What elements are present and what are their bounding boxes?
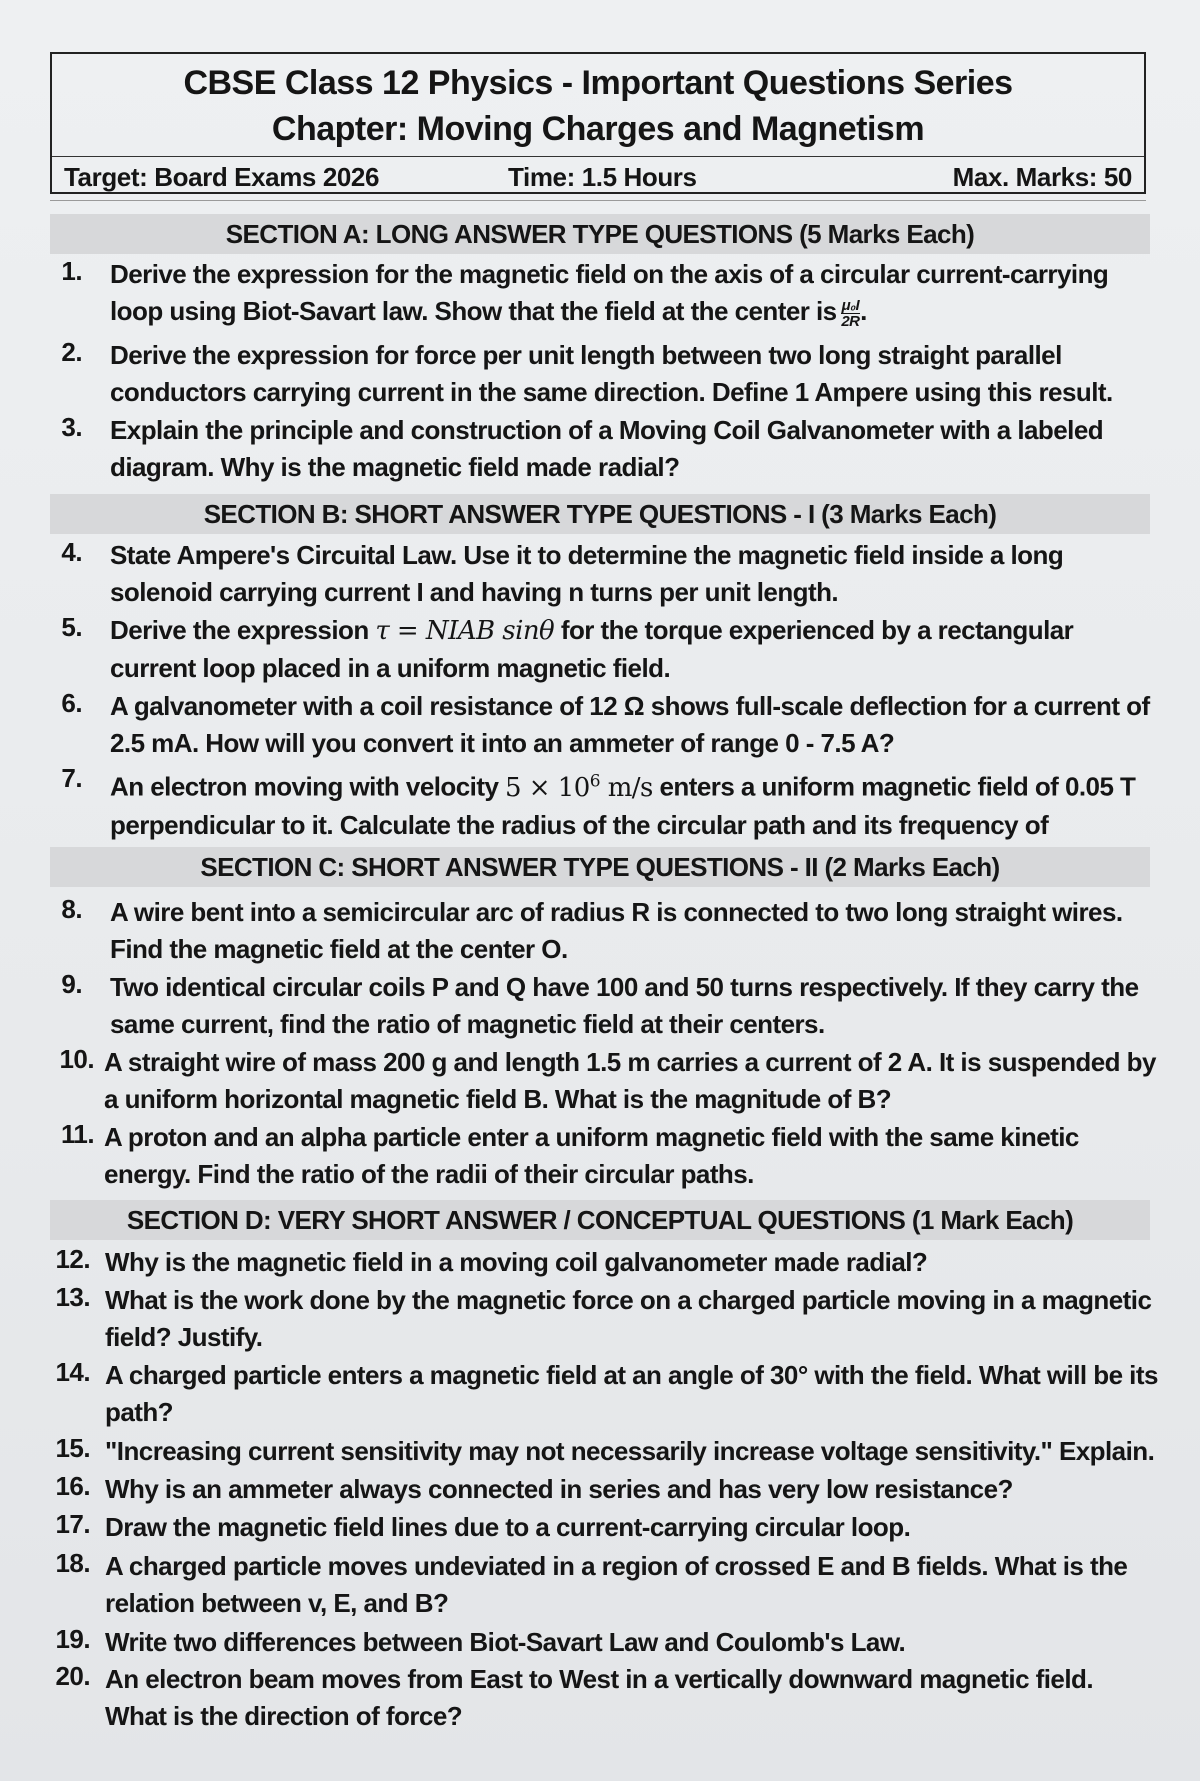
- question-text: Derive the expression for the magnetic field on the axis of a circular current-carrying loop using Biot-Savart law. Show that the field at the center is: [110, 259, 1109, 326]
- question-text: Why is the magnetic field in a moving coil galvanometer made radial?: [105, 1247, 928, 1277]
- header-bottom-rule: [50, 200, 1146, 201]
- torque-formula: τ = NIAB sinθ: [375, 616, 555, 646]
- field-fraction: [841, 298, 860, 329]
- velocity-exponent: 6: [589, 771, 600, 791]
- question-number: 10.: [59, 1044, 94, 1074]
- question-text: Why is an ammeter always connected in series and has very low resistance?: [105, 1474, 1013, 1504]
- question-number: 6.: [61, 688, 82, 718]
- question-number: 1.: [61, 256, 82, 286]
- question-text: Derive the expression for force per unit length between two long straight parallel conductors carrying current in the same direction. Define 1 Ampere using this result.: [110, 340, 1113, 407]
- question-number: 12.: [55, 1244, 90, 1274]
- velocity-value: [505, 773, 653, 803]
- question-paper: CBSE Class 12 Physics - Important Questions Series Chapter: Moving Charges and Magnetism Target: Board Exams 2026 Time: 1.5 Hours Max. Marks: 50 SECTION A: LONG ANSWER TYPE QUESTIONS (5 Marks Each) 1. Derive the expression for the magnetic field on the axis of a circular current-carrying loop using Biot-Savart law. Show that the field at the center is $\frac{\text{μ₀I}}{2R}$ . 2. Derive the expression for force per unit length between two long straight parallel conductors carrying current in the same direction. Define 1 Ampere using this result. 3. Explain the principle and construction of a Moving Coil Galvanometer with a labeled diagram. Why is the magnetic field made radial? SECTION B: SHORT ANSWER TYPE QUESTIONS - I (3 Marks Each) 4. State Ampere's Circuital Law. Use it to determine the magnetic field inside a long solenoid carrying current I and having n turns per unit length. 5. Derive the expression τ = NIAB sinθ for the torque experienced by a rectangular current loop placed in a uniform magnetic field. 6. A galvanometer with a coil resistance of 12 Ω shows full-scale deflection for a current of 2.5 mA. How will you convert it into an ammeter of range 0 - 7.5 A? 7. An electron moving with velocity $5 \times 10^6$ m/s enters a uniform magnetic field of 0.05 T perpendicular to it. Calculate the radius of the circular path and its frequency of SECTION C: SHORT ANSWER TYPE QUESTIONS - II (2 Marks Each) 8. A wire bent into a semicircular arc of radius R is connected to two long straight wires. Find the magnetic field at the center O. 9. Two identical circular coils P and Q have 100 and 50 turns respectively. If they carry the same current, find the ratio of magnetic field at their centers. 10. A straight wire of mass 200 g and length 1.5 m carries a current of 2 A. It is suspended by a uniform horizontal magnetic field B. What is the magnitude of B? 11. A proton and an alpha particle enter a uniform magnetic field with the same kinetic energy. Find the ratio of the radii of their circular paths. SECTION D: VERY SHORT ANSWER / CONCEPTUAL QUESTIONS (1 Mark Each) 12. Why is the magnetic field in a moving coil galvanometer made radial? 13. What is the work done by the magnetic force on a charged particle moving in a magnetic field? Justify. 14. A charged particle enters a magnetic field at an angle of 30° with the field. What will be its path? 15. "Increasing current sensitivity may not necessarily increase voltage sensitivity." Explain. 16. Why is an ammeter always connected in series and has very low resistance? 17. Draw the magnetic field lines due to a current-carrying circular loop. 18. A charged particle moves undeviated in a region of crossed E and B fields. What is the relation between v, E, and B? 19. Write two differences between Biot-Savart Law and Coulomb's Law. 20. An electron beam moves from East to West in a vertically downward magnetic field. What is the direction of force?: [0, 0, 1200, 1781]
- section-b-heading: SECTION B: SHORT ANSWER TYPE QUESTIONS - I (3 Marks Each): [50, 494, 1150, 534]
- question-text: A proton and an alpha particle enter a uniform magnetic field with the same kinetic energy. Find the ratio of the radii of their circular paths.: [104, 1122, 1079, 1189]
- fraction-numerator: μ₀I: [841, 296, 860, 314]
- question-text-start: Derive the expression: [110, 615, 369, 645]
- question-number: 17.: [55, 1509, 90, 1539]
- velocity-unit: m/s: [607, 772, 653, 803]
- max-marks-label: Max. Marks: 50: [952, 162, 1132, 192]
- question-text: Write two differences between Biot-Savart Law and Coulomb's Law.: [105, 1627, 906, 1657]
- question-number: 3.: [61, 412, 82, 442]
- chapter-title: Chapter: Moving Charges and Magnetism: [271, 110, 925, 148]
- question-number: 13.: [55, 1282, 90, 1312]
- section-d-heading: SECTION D: VERY SHORT ANSWER / CONCEPTUAL QUESTIONS (1 Mark Each): [50, 1200, 1150, 1240]
- question-text: A wire bent into a semicircular arc of radius R is connected to two long straight wires. Find the magnetic field at the center O.: [110, 897, 1123, 964]
- question-number: 7.: [61, 763, 82, 793]
- question-text: An electron beam moves from East to West in a vertically downward magnetic field. What is the direction of force?: [105, 1664, 1094, 1731]
- question-number: 4.: [61, 537, 82, 567]
- question-text-end: for the torque experienced by a rectangular current loop placed in a uniform magnetic field.: [110, 615, 1074, 683]
- question-number: 11.: [60, 1119, 94, 1149]
- section-a-heading: SECTION A: LONG ANSWER TYPE QUESTIONS (5 Marks Each): [50, 214, 1150, 254]
- fraction-denominator: 2R: [841, 312, 860, 330]
- question-number: 5.: [61, 612, 82, 642]
- question-number: 18.: [55, 1548, 90, 1578]
- question-text: Explain the principle and construction of a Moving Coil Galvanometer with a labeled diagram. Why is the magnetic field made radial?: [110, 415, 1104, 482]
- section-c-heading: SECTION C: SHORT ANSWER TYPE QUESTIONS - II (2 Marks Each): [50, 847, 1150, 887]
- question-text: A galvanometer with a coil resistance of 12 Ω shows full-scale deflection for a current of 2.5 mA. How will you convert it into an ammeter of range 0 - 7.5 A?: [110, 691, 1150, 758]
- question-text: A straight wire of mass 200 g and length 1.5 m carries a current of 2 A. It is suspended by a uniform horizontal magnetic field B. What is the magnitude of B?: [104, 1047, 1156, 1114]
- question-text: A charged particle enters a magnetic field at an angle of 30° with the field. What will be its path?: [105, 1360, 1158, 1427]
- velocity-base: 5 × 10: [505, 772, 590, 803]
- header-divider: [52, 156, 1144, 157]
- question-number: 8.: [61, 894, 82, 924]
- question-number: 20.: [55, 1661, 90, 1691]
- question-text: A charged particle moves undeviated in a region of crossed E and B fields. What is the relation between v, E, and B?: [105, 1551, 1128, 1618]
- target-label: Target: Board Exams 2026: [64, 162, 380, 192]
- question-text-end: enters a uniform magnetic field of 0.05 T perpendicular to it. Calculate the radius of the circular path and its frequency of: [110, 771, 1136, 840]
- question-text: "Increasing current sensitivity may not necessarily increase voltage sensitivity." Explain.: [105, 1436, 1155, 1466]
- question-text-start: An electron moving with velocity: [110, 771, 499, 802]
- paper-title: CBSE Class 12 Physics - Important Questions Series: [183, 64, 1013, 102]
- question-text: What is the work done by the magnetic force on a charged particle moving in a magnetic field? Justify.: [105, 1285, 1152, 1352]
- header-box: [50, 52, 1146, 194]
- question-number: 14.: [55, 1357, 90, 1387]
- question-text: Two identical circular coils P and Q have 100 and 50 turns respectively. If they carry the same current, find the ratio of magnetic field at their centers.: [110, 972, 1139, 1039]
- question-text: State Ampere's Circuital Law. Use it to determine the magnetic field inside a long solenoid carrying current I and having n turns per unit length.: [110, 540, 1064, 607]
- question-number: 2.: [61, 337, 82, 367]
- question-number: 19.: [55, 1624, 90, 1654]
- time-label: Time: 1.5 Hours: [508, 162, 697, 192]
- question-number: 16.: [55, 1471, 90, 1501]
- question-number: 9.: [61, 969, 82, 999]
- question-number: 15.: [55, 1433, 90, 1463]
- question-text: Draw the magnetic field lines due to a current-carrying circular loop.: [105, 1512, 911, 1542]
